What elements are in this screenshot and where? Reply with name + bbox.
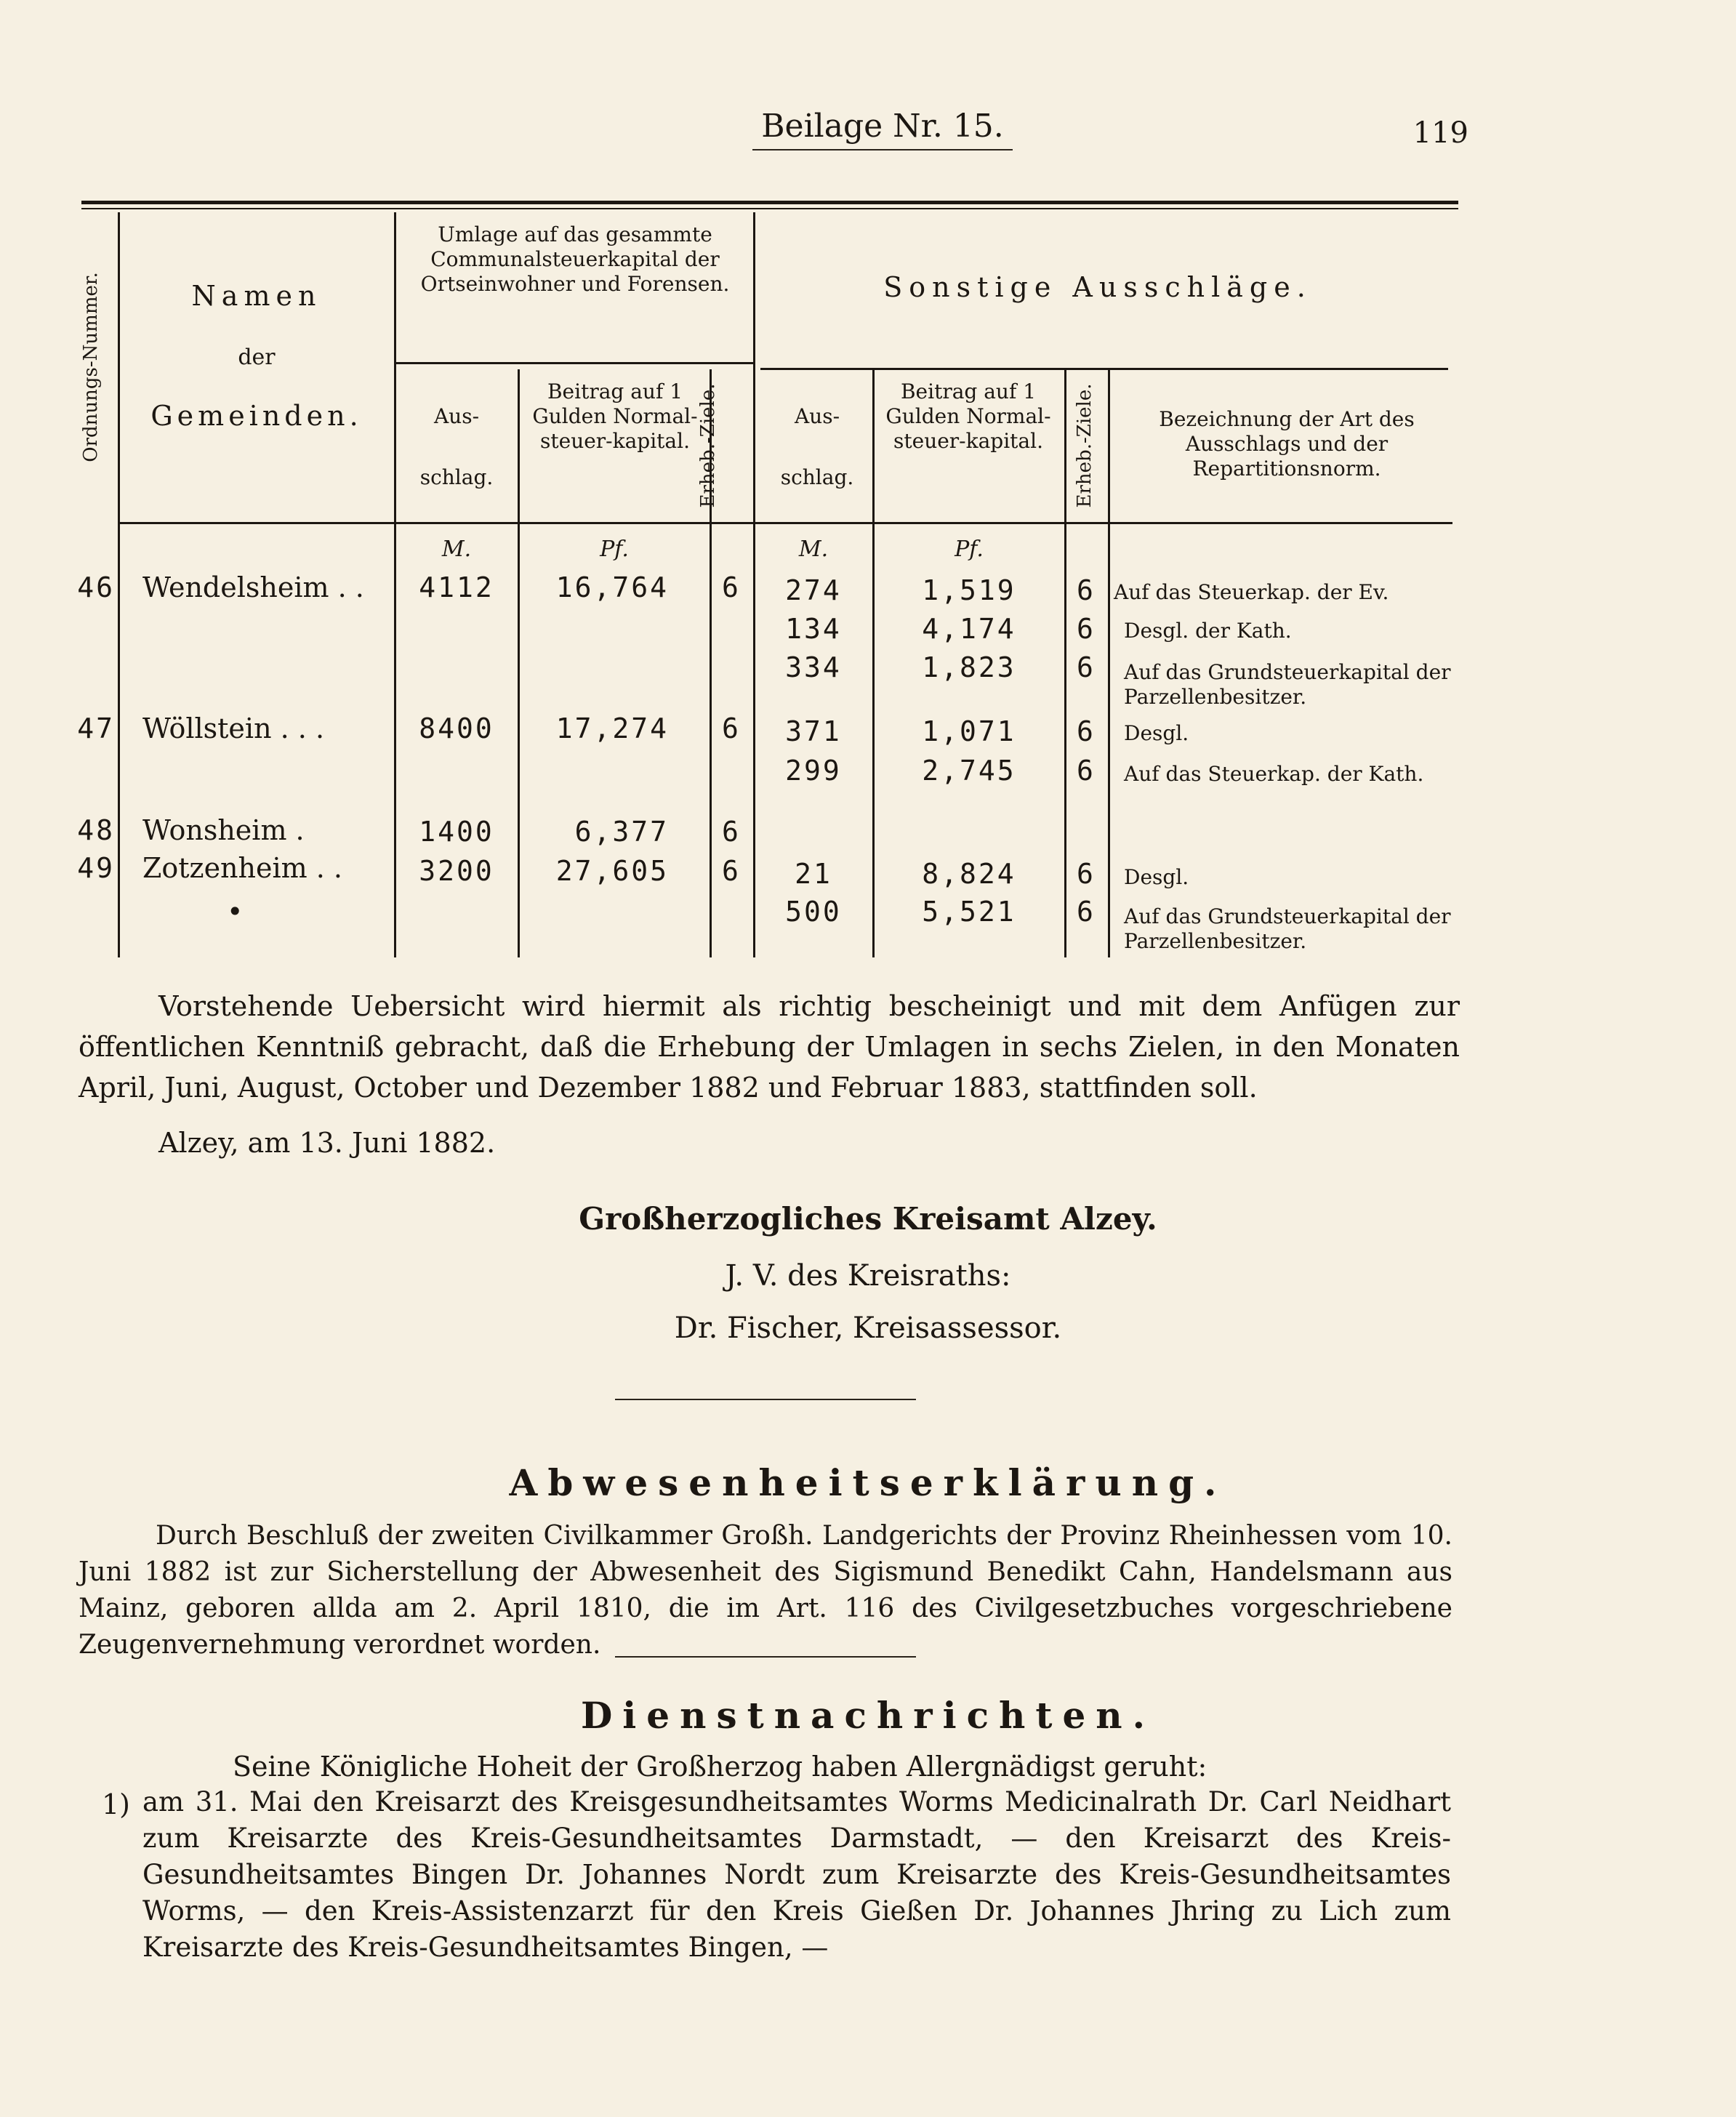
row-beitrag: 6,377 <box>574 816 669 848</box>
column-header-name-3: Gemeinden. <box>150 400 363 432</box>
row-s-ziele: 6 <box>1077 755 1096 787</box>
unit-pf-s: Pf. <box>955 537 984 562</box>
row-number: 47 <box>77 712 115 744</box>
column-header-s-ziele: Erheb.-Ziele. <box>1074 383 1096 508</box>
row-s-beitrag: 1,071 <box>922 715 1016 747</box>
row-s-ziele: 6 <box>1077 858 1096 890</box>
unit-pf: Pf. <box>600 537 629 562</box>
row-note: Desgl. <box>1124 721 1189 745</box>
table-divider <box>118 212 120 957</box>
section-divider <box>615 1656 916 1658</box>
row-note: Auf das Grundsteuerkapital der Parzellenbesitzer. <box>1124 660 1451 709</box>
absence-text: Durch Beschluß der zweiten Civilkammer Großh. Landgerichts der Provinz Rheinhessen vom 10. Juni 1882 ist zur Sicherstellung der Abwesenheit des Sigismund Benedikt Cahn, Handelsmann aus Mainz, geboren allda am 2. April 1810, die im Art. 116 des Civilgesetzbuches vorgeschriebene Zeugenvernehmung verordnet worden. <box>79 1521 1452 1660</box>
row-ausschlag: 1400 <box>419 816 494 848</box>
section-divider <box>615 1399 916 1400</box>
row-note: Desgl. <box>1124 865 1189 889</box>
page-header-title: Beilage Nr. 15. <box>0 108 1736 150</box>
signer-line: Dr. Fischer, Kreisassessor. <box>674 1311 1062 1345</box>
column-header-name-2: der <box>238 345 276 370</box>
row-ausschlag: 3200 <box>419 855 494 887</box>
table-divider <box>1108 369 1110 957</box>
row-number: 48 <box>77 814 115 846</box>
column-header-ziele: Erheb.-Ziele. <box>697 383 719 508</box>
row-s-ziele: 6 <box>1077 574 1096 606</box>
table-divider <box>753 212 755 957</box>
row-s-ausschlag: 500 <box>785 896 842 928</box>
row-beitrag: 27,605 <box>555 855 669 887</box>
row-s-ausschlag: 299 <box>785 755 842 787</box>
row-name: Wonsheim . <box>142 814 305 846</box>
table-divider <box>1064 369 1066 957</box>
row-s-beitrag: 4,174 <box>922 613 1016 645</box>
row-ziele: 6 <box>722 571 741 603</box>
row-note: Auf das Steuerkap. der Ev. <box>1114 580 1389 604</box>
row-note: Desgl. der Kath. <box>1124 619 1292 643</box>
absence-title: Abwesenheitserklärung. <box>509 1461 1227 1504</box>
authority-name: Großherzogliches Kreisamt Alzey. <box>579 1201 1157 1237</box>
deputy-line: J. V. des Kreisraths: <box>725 1259 1011 1293</box>
row-name: Wöllstein . . . <box>142 712 325 744</box>
row-number: 49 <box>77 852 115 884</box>
row-ausschlag: 8400 <box>419 712 494 744</box>
certification-place-date: Alzey, am 13. Juni 1882. <box>158 1127 496 1159</box>
column-group-sonstige: Sonstige Ausschläge. <box>883 271 1312 303</box>
column-group-umlage: Umlage auf das gesammte Communalsteuerkapital der Ortseinwohner und Forensen. <box>420 222 730 296</box>
column-header-beitrag: Beitrag auf 1 Gulden Normal-steuer-kapital. <box>532 379 698 453</box>
table-rule <box>760 368 1448 370</box>
page-number: 119 <box>1412 116 1468 150</box>
row-s-beitrag: 1,823 <box>922 651 1016 683</box>
row-s-ausschlag: 371 <box>785 715 842 747</box>
column-header-ausschlag: Aus- <box>433 404 480 428</box>
column-header-ausschlag-2: schlag. <box>419 465 494 489</box>
column-header-s-ausschlag-2: schlag. <box>780 465 854 489</box>
row-name-mark: • <box>227 896 244 928</box>
row-s-beitrag: 5,521 <box>922 896 1016 928</box>
row-ziele: 6 <box>722 816 741 848</box>
table-rule <box>394 362 753 364</box>
column-header-s-ausschlag: Aus- <box>794 404 840 428</box>
row-number: 46 <box>77 571 115 603</box>
service-item-marker: 1) <box>102 1788 131 1820</box>
header-rule <box>81 201 1458 204</box>
row-name: Zotzenheim . . <box>142 852 342 884</box>
row-ziele: 6 <box>722 712 741 744</box>
column-header-s-beitrag: Beitrag auf 1 Gulden Normal-steuer-kapital. <box>885 379 1051 453</box>
row-note: Auf das Grundsteuerkapital der Parzellenbesitzer. <box>1124 904 1451 953</box>
row-s-beitrag: 2,745 <box>922 755 1016 787</box>
column-header-name-1: Namen <box>191 280 322 312</box>
service-item-text: am 31. Mai den Kreisarzt des Kreisgesundheitsamtes Worms Medicinalrath Dr. Carl Neidhart zum Kreisarzte des Kreis-Gesundheitsamtes Darmstadt, — den Kreisarzt des Kreis-Gesundheitsamtes Bingen Dr. Johannes Nordt zum Kreisarzte des Kreis-Gesundheitsamtes Worms, — den Kreis-Assistenzarzt für den Kreis Gießen Dr. Johannes Jhring zu Lich zum Kreisarzte des Kreis-Gesundheitsamtes Bingen, — <box>142 1786 1451 1963</box>
row-s-ziele: 6 <box>1077 715 1096 747</box>
table-divider <box>518 369 520 957</box>
row-name: Wendelsheim . . <box>142 571 364 603</box>
row-s-beitrag: 1,519 <box>922 574 1016 606</box>
row-s-ausschlag: 334 <box>785 651 842 683</box>
header-rule-thin <box>81 208 1458 209</box>
row-ziele: 6 <box>722 855 741 887</box>
row-s-ziele: 6 <box>1077 896 1096 928</box>
table-divider <box>872 369 875 957</box>
row-beitrag: 16,764 <box>555 571 669 603</box>
row-s-beitrag: 8,824 <box>922 858 1016 890</box>
row-beitrag: 17,274 <box>555 712 669 744</box>
unit-mark: M. <box>441 537 472 562</box>
table-divider <box>394 212 396 957</box>
certification-text: Vorstehende Uebersicht wird hiermit als richtig bescheinigt und mit dem Anfügen zur öffentlichen Kenntniß gebracht, daß die Erhebung der Umlagen in sechs Zielen, in den Monaten April, Juni, August, October und Dezember 1882 und Februar 1883, stattfinden soll. <box>79 990 1460 1104</box>
row-s-ausschlag: 134 <box>785 613 842 645</box>
service-intro: Seine Königliche Hoheit der Großherzog haben Allergnädigst geruht: <box>233 1751 1207 1783</box>
column-header-number: Ordnungs-Nummer. <box>80 272 102 462</box>
row-ausschlag: 4112 <box>419 571 494 603</box>
table-rule <box>118 522 1452 524</box>
row-s-ausschlag: 21 <box>795 858 832 890</box>
service-title: Dienstnachrichten. <box>580 1694 1156 1737</box>
row-s-ziele: 6 <box>1077 651 1096 683</box>
row-s-ziele: 6 <box>1077 613 1096 645</box>
row-s-ausschlag: 274 <box>785 574 842 606</box>
unit-mark-s: M. <box>798 537 829 562</box>
row-note: Auf das Steuerkap. der Kath. <box>1124 762 1424 786</box>
column-header-bezeichnung: Bezeichnung der Art des Ausschlags und der Repartitionsnorm. <box>1159 407 1415 481</box>
